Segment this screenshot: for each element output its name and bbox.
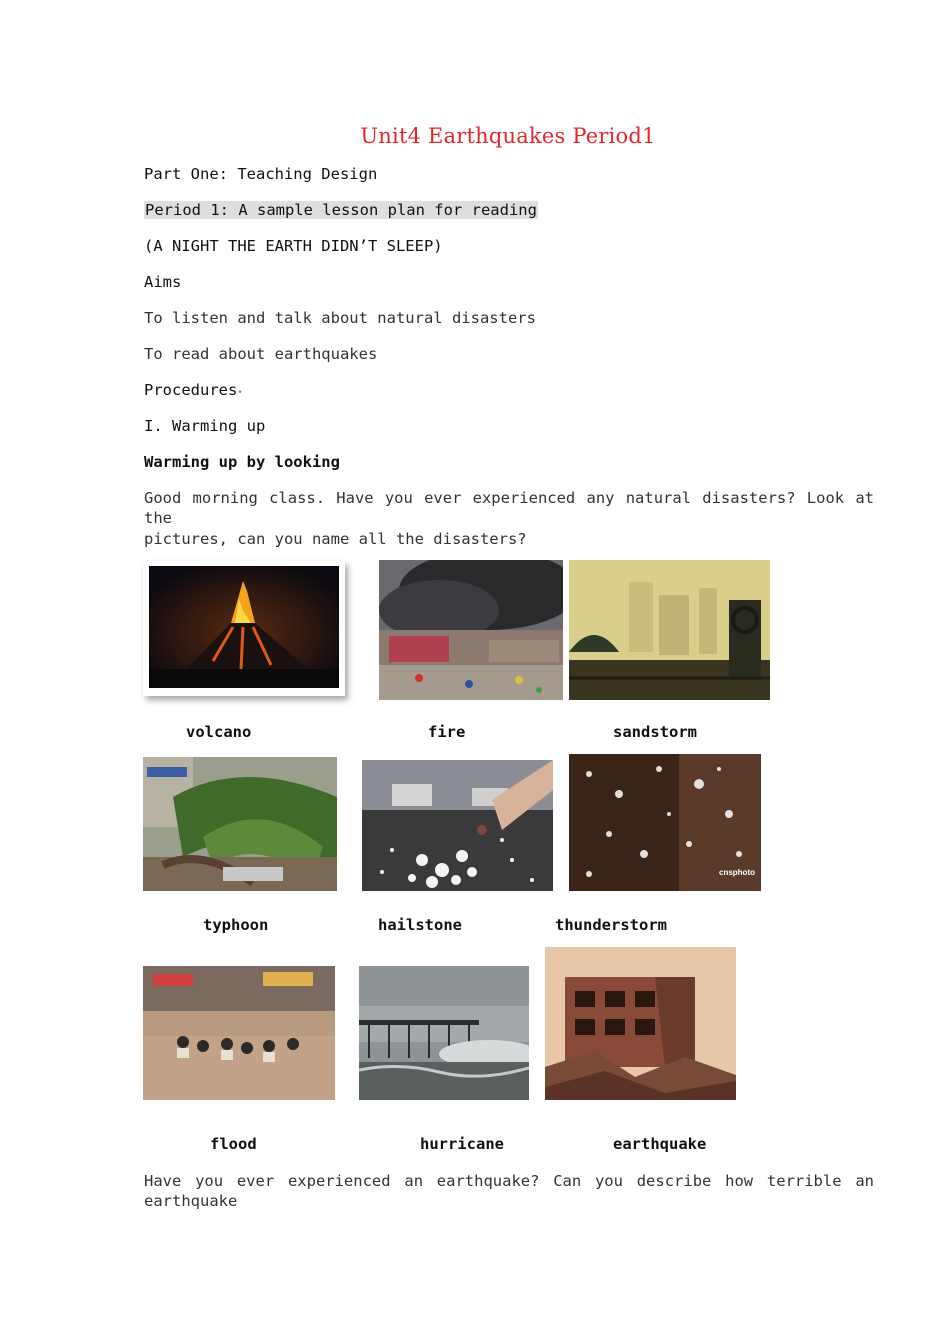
cnsphoto-watermark: cnsphoto bbox=[719, 868, 755, 877]
thunderstorm-image bbox=[569, 754, 761, 891]
caption-hailstone: hailstone bbox=[378, 916, 462, 934]
intro-paragraph-line-1: Good morning class. Have you ever experienced any natural disasters? Look at the bbox=[144, 489, 874, 527]
intro-paragraph-line-2: pictures, can you name all the disasters? bbox=[144, 530, 527, 548]
period-line-text: Period 1: A sample lesson plan for reading bbox=[145, 201, 537, 219]
aim-item: To read about earthquakes bbox=[144, 345, 378, 363]
typhoon-image bbox=[143, 757, 337, 891]
part-one-heading: Part One: Teaching Design bbox=[144, 165, 378, 183]
caption-sandstorm: sandstorm bbox=[613, 723, 697, 741]
reading-title: (A NIGHT THE EARTH DIDN’T SLEEP) bbox=[144, 237, 443, 255]
volcano-image bbox=[143, 561, 345, 696]
bullet-dot-icon: • bbox=[237, 388, 243, 398]
fire-image bbox=[379, 560, 563, 700]
hurricane-image bbox=[359, 966, 529, 1100]
caption-volcano: volcano bbox=[186, 723, 252, 741]
earthquake-image bbox=[545, 947, 736, 1100]
caption-fire: fire bbox=[428, 723, 466, 741]
aim-item: To listen and talk about natural disasters bbox=[144, 309, 536, 327]
period-line bbox=[144, 200, 538, 220]
procedures-heading bbox=[144, 380, 243, 403]
sandstorm-image bbox=[569, 560, 770, 700]
caption-flood: flood bbox=[210, 1135, 257, 1153]
caption-earthquake: earthquake bbox=[613, 1135, 707, 1153]
caption-typhoon: typhoon bbox=[203, 916, 269, 934]
flood-image bbox=[143, 966, 335, 1100]
warming-subheading: Warming up by looking bbox=[144, 453, 340, 471]
closing-paragraph-line: Have you ever experienced an earthquake? Can you describe how terrible an earthquake bbox=[144, 1172, 874, 1210]
warming-heading: I. Warming up bbox=[144, 417, 266, 435]
page-title: Unit4 Earthquakes Period1 bbox=[360, 124, 656, 148]
caption-thunderstorm: thunderstorm bbox=[555, 916, 667, 934]
procedures-text: Procedures bbox=[144, 381, 238, 399]
caption-hurricane: hurricane bbox=[420, 1135, 504, 1153]
hailstone-image bbox=[362, 760, 553, 891]
aims-heading: Aims bbox=[144, 273, 182, 291]
